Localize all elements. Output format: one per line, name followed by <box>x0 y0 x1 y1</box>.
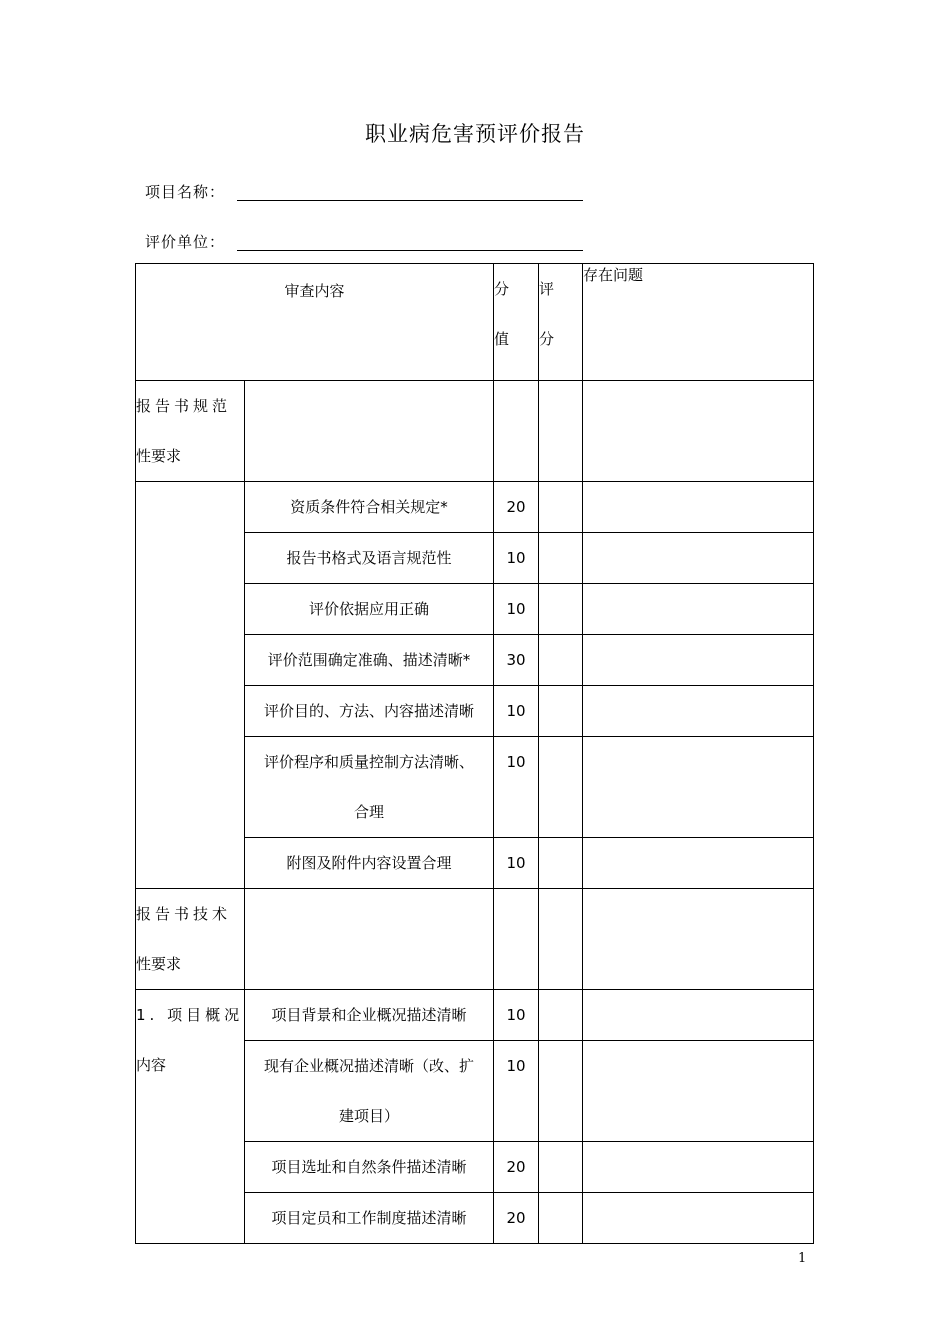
subsection-title-line2: 内容 <box>136 1056 167 1074</box>
issues-cell[interactable] <box>583 584 814 635</box>
item-score: 20 <box>494 482 539 533</box>
section-row <box>136 381 814 482</box>
grade-cell[interactable] <box>539 838 583 889</box>
item-score: 10 <box>494 838 539 889</box>
section-title-line1: 报告书规范 <box>136 397 232 415</box>
empty-cell[interactable] <box>245 381 494 482</box>
score-cell[interactable] <box>494 889 539 990</box>
item-score: 20 <box>494 1142 539 1193</box>
item-score: 10 <box>494 737 539 838</box>
grade-cell[interactable] <box>539 737 583 838</box>
header-issues: 存在问题 <box>583 264 814 381</box>
section-group-cell <box>136 482 245 889</box>
issues-cell[interactable] <box>583 1193 814 1244</box>
header-score <box>494 264 539 381</box>
project-name-field <box>145 181 225 202</box>
table-header-row <box>136 264 814 381</box>
grade-cell[interactable] <box>539 686 583 737</box>
grade-cell[interactable] <box>539 889 583 990</box>
item-text: 评价依据应用正确 <box>245 584 494 635</box>
item-score: 10 <box>494 1041 539 1142</box>
section-title-line2: 性要求 <box>136 447 182 465</box>
item-text: 项目背景和企业概况描述清晰 <box>245 990 494 1041</box>
subsection-title <box>136 990 245 1244</box>
header-content: 审查内容 <box>136 264 494 381</box>
item-score: 10 <box>494 584 539 635</box>
issues-cell[interactable] <box>583 838 814 889</box>
item-score: 10 <box>494 533 539 584</box>
item-text-line2: 合理 <box>354 803 385 821</box>
item-text <box>245 1041 494 1142</box>
grade-cell[interactable] <box>539 635 583 686</box>
grade-cell[interactable] <box>539 1193 583 1244</box>
item-text-line2: 建项目） <box>339 1107 400 1125</box>
issues-cell[interactable] <box>583 381 814 482</box>
item-score: 10 <box>494 990 539 1041</box>
issues-cell[interactable] <box>583 889 814 990</box>
section-title-line1: 报告书技术 <box>136 905 232 923</box>
issues-cell[interactable] <box>583 1142 814 1193</box>
section-title-line2: 性要求 <box>136 955 182 973</box>
header-score-top: 分 <box>494 280 510 298</box>
issues-cell[interactable] <box>583 990 814 1041</box>
eval-unit-underline <box>237 250 583 251</box>
issues-cell[interactable] <box>583 533 814 584</box>
header-score-bottom: 值 <box>494 330 510 348</box>
grade-cell[interactable] <box>539 584 583 635</box>
item-score: 30 <box>494 635 539 686</box>
item-text: 报告书格式及语言规范性 <box>245 533 494 584</box>
project-name-label: 项目名称： <box>145 183 226 201</box>
eval-unit-field <box>145 231 225 252</box>
item-text: 资质条件符合相关规定* <box>245 482 494 533</box>
issues-cell[interactable] <box>583 1041 814 1142</box>
header-grade-top: 评 <box>539 280 555 298</box>
eval-unit-label: 评价单位： <box>145 233 226 251</box>
issues-cell[interactable] <box>583 686 814 737</box>
grade-cell[interactable] <box>539 990 583 1041</box>
item-score: 20 <box>494 1193 539 1244</box>
grade-cell[interactable] <box>539 533 583 584</box>
header-grade-bottom: 分 <box>539 330 555 348</box>
section-title <box>136 381 245 482</box>
grade-cell[interactable] <box>539 1142 583 1193</box>
item-text: 项目定员和工作制度描述清晰 <box>245 1193 494 1244</box>
issues-cell[interactable] <box>583 635 814 686</box>
item-score: 10 <box>494 686 539 737</box>
section-title <box>136 889 245 990</box>
item-text <box>245 737 494 838</box>
header-grade <box>539 264 583 381</box>
item-text-line1: 评价程序和质量控制方法清晰、 <box>264 753 475 771</box>
document-title: 职业病危害预评价报告 <box>365 122 585 146</box>
empty-cell[interactable] <box>245 889 494 990</box>
item-text-line1: 现有企业概况描述清晰（改、扩 <box>264 1057 475 1075</box>
item-text: 附图及附件内容设置合理 <box>245 838 494 889</box>
table-row <box>136 990 814 1041</box>
score-cell[interactable] <box>494 381 539 482</box>
subsection-title-line1: 1. 项目概况 <box>136 1006 244 1024</box>
item-text: 评价目的、方法、内容描述清晰 <box>245 686 494 737</box>
grade-cell[interactable] <box>539 381 583 482</box>
project-name-underline <box>237 200 583 201</box>
review-table <box>135 263 814 1244</box>
issues-cell[interactable] <box>583 737 814 838</box>
grade-cell[interactable] <box>539 482 583 533</box>
item-text: 评价范围确定准确、描述清晰* <box>245 635 494 686</box>
page-number: 1 <box>798 1251 807 1266</box>
issues-cell[interactable] <box>583 482 814 533</box>
grade-cell[interactable] <box>539 1041 583 1142</box>
item-text: 项目选址和自然条件描述清晰 <box>245 1142 494 1193</box>
section-row <box>136 889 814 990</box>
table-row <box>136 482 814 533</box>
